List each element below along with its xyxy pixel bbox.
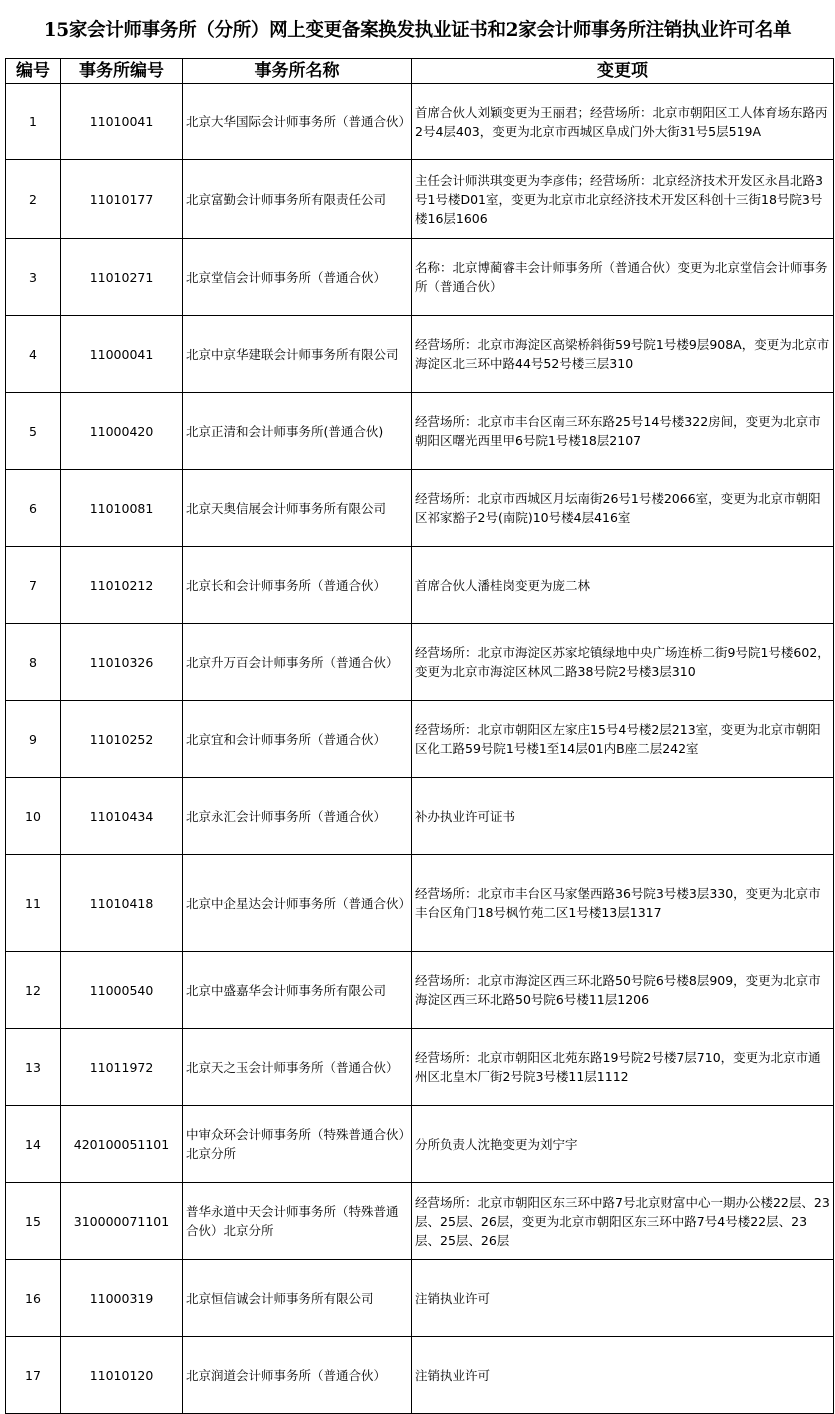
table-header-row (6, 59, 834, 84)
header-change-item: 变更项 (412, 59, 834, 84)
row-number: 3 (6, 239, 61, 316)
firm-name: 北京天之玉会计师事务所（普通合伙） (183, 1029, 412, 1106)
firm-code: 11010041 (61, 84, 183, 160)
table-row (6, 1106, 834, 1183)
firm-name: 北京长和会计师事务所（普通合伙） (183, 547, 412, 624)
header-firm-name: 事务所名称 (183, 59, 412, 84)
firm-code: 11000420 (61, 393, 183, 470)
change-item: 注销执业许可 (412, 1337, 834, 1414)
change-item: 主任会计师洪琪变更为李彦伟；经营场所：北京经济技术开发区永昌北路3号1号楼D01室，变更为北京市北京经济技术开发区科创十三街18号院3号楼16层1606 (412, 160, 834, 239)
firm-name: 北京恒信诚会计师事务所有限公司 (183, 1260, 412, 1337)
row-number: 7 (6, 547, 61, 624)
table-row (6, 701, 834, 778)
table-row (6, 624, 834, 701)
firm-name: 北京堂信会计师事务所（普通合伙） (183, 239, 412, 316)
firm-name: 普华永道中天会计师事务所（特殊普通合伙）北京分所 (183, 1183, 412, 1260)
firm-code: 11010120 (61, 1337, 183, 1414)
table-row (6, 393, 834, 470)
firm-name: 北京升万百会计师事务所（普通合伙） (183, 624, 412, 701)
change-item: 经营场所：北京市海淀区西三环北路50号院6号楼8层909，变更为北京市海淀区西三环北路50号院6号楼11层1206 (412, 952, 834, 1029)
change-item: 补办执业许可证书 (412, 778, 834, 855)
change-item: 首席合伙人潘桂岗变更为庞二林 (412, 547, 834, 624)
firm-name: 北京宜和会计师事务所（普通合伙） (183, 701, 412, 778)
table-row (6, 1337, 834, 1414)
change-item: 名称：北京博蔺睿丰会计师事务所（普通合伙）变更为北京堂信会计师事务所（普通合伙） (412, 239, 834, 316)
row-number: 2 (6, 160, 61, 239)
change-item: 经营场所：北京市朝阳区北苑东路19号院2号楼7层710，变更为北京市通州区北皇木厂街2号院3号楼11层1112 (412, 1029, 834, 1106)
table-row (6, 1029, 834, 1106)
change-item: 首席合伙人刘颖变更为王丽君；经营场所：北京市朝阳区工人体育场东路丙2号4层403，变更为北京市西城区阜成门外大街31号5层519A (412, 84, 834, 160)
row-number: 17 (6, 1337, 61, 1414)
header-firm-code: 事务所编号 (61, 59, 183, 84)
row-number: 4 (6, 316, 61, 393)
firm-code: 11010212 (61, 547, 183, 624)
firm-change-table (5, 58, 834, 1414)
change-item: 经营场所：北京市朝阳区左家庄15号4号楼2层213室，变更为北京市朝阳区化工路59号院1号楼1至14层01内B座二层242室 (412, 701, 834, 778)
firm-code: 11010081 (61, 470, 183, 547)
change-item: 经营场所：北京市丰台区南三环东路25号14号楼322房间，变更为北京市朝阳区曙光西里甲6号院1号楼18层2107 (412, 393, 834, 470)
firm-name: 北京大华国际会计师事务所（普通合伙） (183, 84, 412, 160)
row-number: 12 (6, 952, 61, 1029)
table-row (6, 855, 834, 952)
header-number: 编号 (6, 59, 61, 84)
table-row (6, 1183, 834, 1260)
table-row (6, 316, 834, 393)
firm-code: 11000041 (61, 316, 183, 393)
table-row (6, 952, 834, 1029)
firm-name: 北京正清和会计师事务所(普通合伙) (183, 393, 412, 470)
document-title: 15家会计师事务所（分所）网上变更备案换发执业证书和2家会计师事务所注销执业许可名单 (43, 20, 792, 41)
firm-code: 11010326 (61, 624, 183, 701)
change-item: 经营场所：北京市海淀区苏家坨镇绿地中央广场连桥二街9号院1号楼602，变更为北京市海淀区林风二路38号院2号楼3层310 (412, 624, 834, 701)
firm-code: 11000540 (61, 952, 183, 1029)
row-number: 5 (6, 393, 61, 470)
firm-name: 中审众环会计师事务所（特殊普通合伙）北京分所 (183, 1106, 412, 1183)
firm-code: 420100051101 (61, 1106, 183, 1183)
firm-name: 北京中企星达会计师事务所（普通合伙） (183, 855, 412, 952)
firm-code: 11010434 (61, 778, 183, 855)
change-item: 注销执业许可 (412, 1260, 834, 1337)
firm-name: 北京天奥信展会计师事务所有限公司 (183, 470, 412, 547)
firm-code: 11000319 (61, 1260, 183, 1337)
row-number: 16 (6, 1260, 61, 1337)
firm-code: 310000071101 (61, 1183, 183, 1260)
row-number: 13 (6, 1029, 61, 1106)
row-number: 11 (6, 855, 61, 952)
table-row (6, 547, 834, 624)
row-number: 15 (6, 1183, 61, 1260)
firm-code: 11010418 (61, 855, 183, 952)
row-number: 10 (6, 778, 61, 855)
firm-code: 11010177 (61, 160, 183, 239)
firm-name: 北京中京华建联会计师事务所有限公司 (183, 316, 412, 393)
firm-code: 11010271 (61, 239, 183, 316)
firm-name: 北京永汇会计师事务所（普通合伙） (183, 778, 412, 855)
table-row (6, 470, 834, 547)
row-number: 14 (6, 1106, 61, 1183)
firm-code: 11010252 (61, 701, 183, 778)
table-row (6, 84, 834, 160)
change-item: 经营场所：北京市海淀区高梁桥斜街59号院1号楼9层908A，变更为北京市海淀区北三环中路44号52号楼三层310 (412, 316, 834, 393)
firm-name: 北京富勤会计师事务所有限责任公司 (183, 160, 412, 239)
table-row (6, 778, 834, 855)
firm-name: 北京中盛嘉华会计师事务所有限公司 (183, 952, 412, 1029)
firm-name: 北京润道会计师事务所（普通合伙） (183, 1337, 412, 1414)
change-item: 经营场所：北京市丰台区马家堡西路36号院3号楼3层330，变更为北京市丰台区角门18号枫竹苑二区1号楼13层1317 (412, 855, 834, 952)
firm-code: 11011972 (61, 1029, 183, 1106)
change-item: 经营场所：北京市朝阳区东三环中路7号北京财富中心一期办公楼22层、23层、25层、26层，变更为北京市朝阳区东三环中路7号4号楼22层、23层、25层、26层 (412, 1183, 834, 1260)
row-number: 6 (6, 470, 61, 547)
row-number: 9 (6, 701, 61, 778)
change-item: 分所负责人沈艳变更为刘宁宇 (412, 1106, 834, 1183)
row-number: 8 (6, 624, 61, 701)
change-item: 经营场所：北京市西城区月坛南街26号1号楼2066室，变更为北京市朝阳区祁家豁子2号(南院)10号楼4层416室 (412, 470, 834, 547)
table-row (6, 160, 834, 239)
row-number: 1 (6, 84, 61, 160)
table-row (6, 239, 834, 316)
table-row (6, 1260, 834, 1337)
